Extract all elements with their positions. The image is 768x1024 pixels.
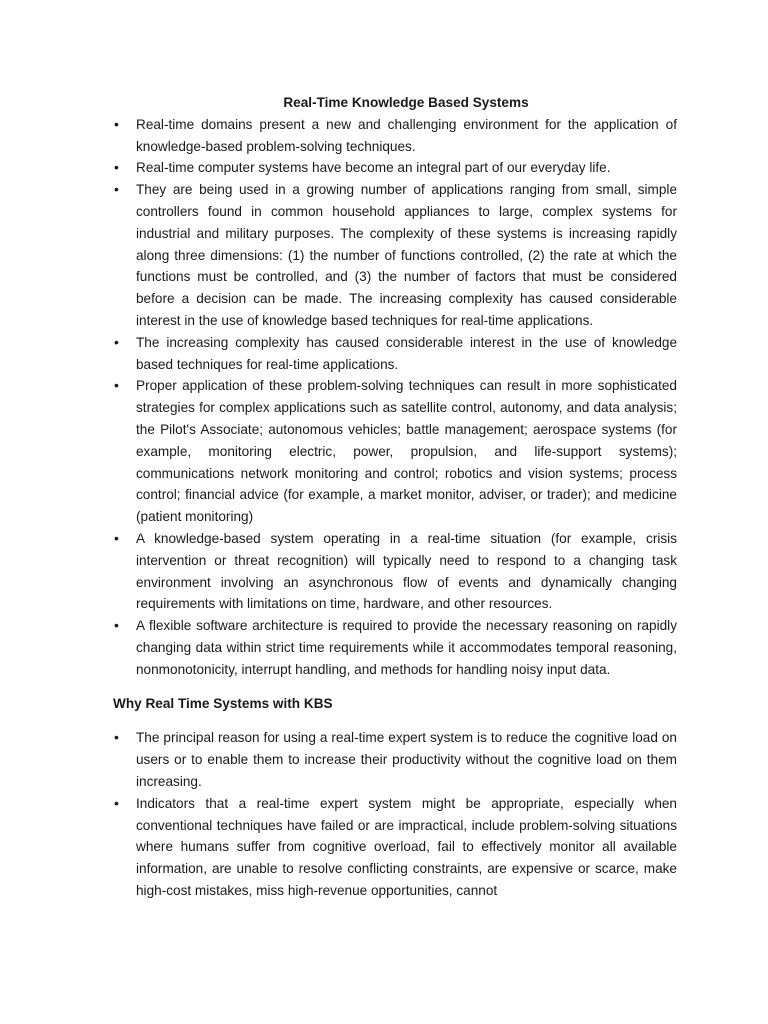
list-item: • They are being used in a growing number of applications ranging from small, simple controllers found in common household appliances to large, complex systems for industrial and military purposes. The complexity of these systems is increasing rapidly along three dimensions: (1) the number of functions controlled, (2) the rate at which the functions must be controlled, and (3) the number of factors that must be considered before a decision can be made. The increasing complexity has caused considerable interest in the use of knowledge based techniques for real-time applications. <box>113 179 677 332</box>
list-item: • Indicators that a real-time expert system might be appropriate, especially when conventional techniques have failed or are impractical, include problem-solving situations where humans suffer from cognitive overload, fail to effectively monitor all available information, are unable to resolve conflicting constraints, are expensive or scarce, make high-cost mistakes, miss high-revenue opportunities, cannot <box>113 793 677 902</box>
document-body <box>113 92 677 902</box>
list-item: • The increasing complexity has caused considerable interest in the use of knowledge based techniques for real-time applications. <box>113 332 677 376</box>
bullet-list-why <box>113 727 677 901</box>
list-item: • Real-time domains present a new and challenging environment for the application of knowledge-based problem-solving techniques. <box>113 114 677 158</box>
bullet-list-intro <box>113 114 677 681</box>
list-item: • Proper application of these problem-solving techniques can result in more sophisticated strategies for complex applications such as satellite control, autonomy, and data analysis; the Pilot's Associate; autonomous vehicles; battle management; aerospace systems (for example, monitoring electric, power, propulsion, and life-support systems); communications network monitoring and control; robotics and vision systems; process control; financial advice (for example, a market monitor, adviser, or trader); and medicine (patient monitoring) <box>113 375 677 528</box>
list-item: • A knowledge-based system operating in a real-time situation (for example, crisis intervention or threat recognition) will typically need to respond to a changing task environment involving an asynchronous flow of events and dynamically changing requirements with limitations on time, hardware, and other resources. <box>113 528 677 615</box>
section-heading: Why Real Time Systems with KBS <box>113 695 333 711</box>
list-item: • Real-time computer systems have become an integral part of our everyday life. <box>113 157 677 179</box>
list-item: • A flexible software architecture is required to provide the necessary reasoning on rapidly changing data within strict time requirements while it accommodates temporal reasoning, nonmonotonicity, interrupt handling, and methods for handling noisy input data. <box>113 615 677 680</box>
list-item: • The principal reason for using a real-time expert system is to reduce the cognitive load on users or to enable them to increase their productivity without the cognitive load on them increasing. <box>113 727 677 792</box>
page-title: Real-Time Knowledge Based Systems <box>283 95 529 110</box>
